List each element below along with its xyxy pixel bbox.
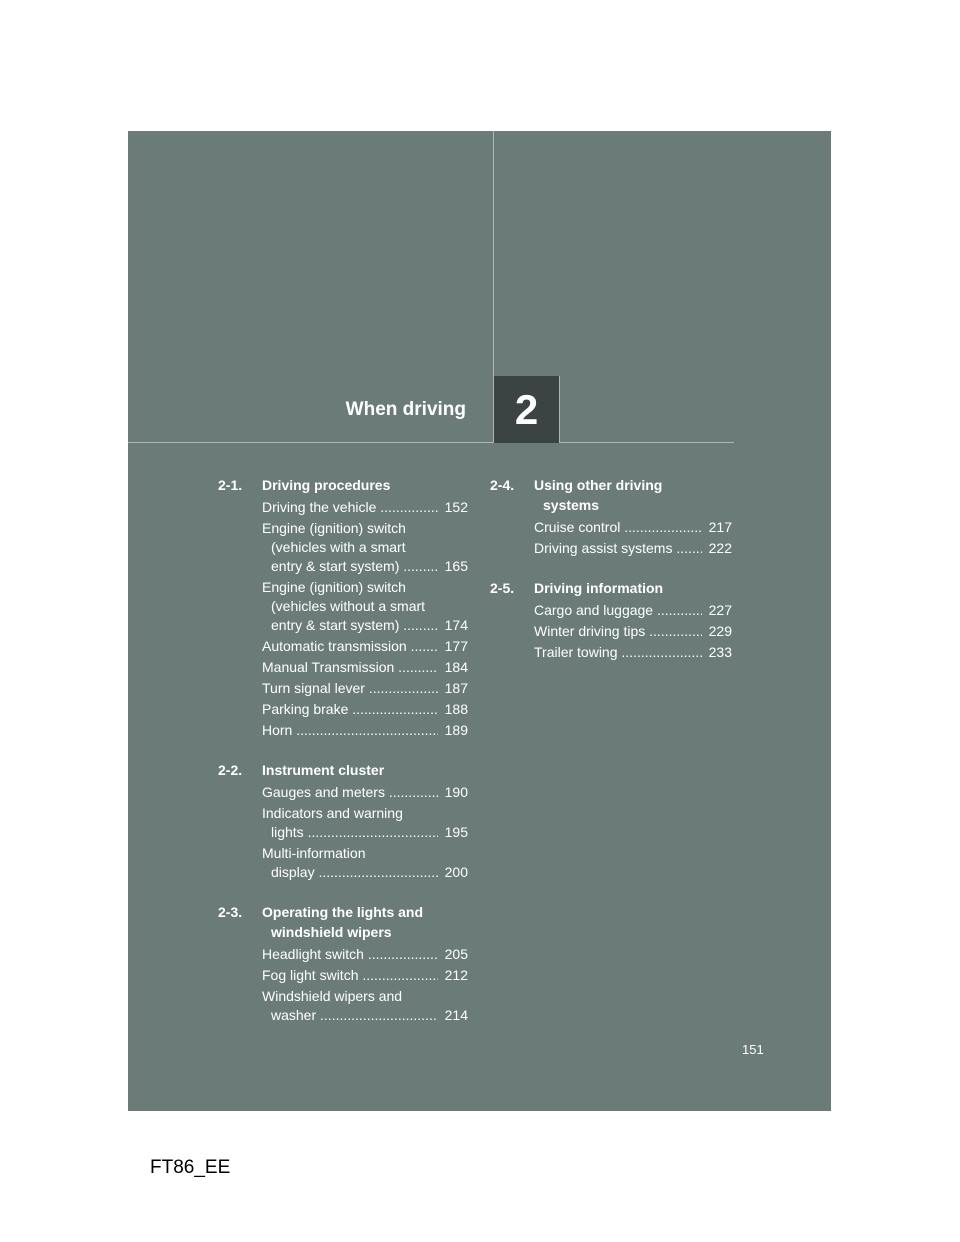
entry-title: Horn ..... [262,721,438,740]
entry-page-number: 195 [444,824,468,840]
entry-title: Manual Transmission ..... [262,658,438,677]
entry-page-number: 233 [708,644,732,660]
toc-entry[interactable] [262,658,468,677]
toc-entry[interactable] [534,643,732,662]
entry-title: Automatic transmission ..... [262,637,438,656]
section-number: 2-2. [218,762,243,778]
entry-title: Winter driving tips ..... [534,622,702,641]
entry-page-number: 187 [444,680,468,696]
toc-section [218,902,468,1025]
toc-entry[interactable] [262,519,468,576]
toc-entry[interactable] [262,966,468,985]
entry-title: Fog light switch ..... [262,966,438,985]
section-number: 2-5. [490,580,515,596]
entry-title: Turn signal lever ..... [262,679,438,698]
toc-entry[interactable] [262,721,468,740]
entry-page-number: 222 [708,540,732,556]
toc-entry[interactable] [262,945,468,964]
toc-entry[interactable] [262,578,468,635]
entry-title: Cruise control ..... [534,518,702,537]
entry-page-number: 205 [444,946,468,962]
chapter-title: When driving [345,399,466,420]
entry-page-number: 188 [444,701,468,717]
toc-section [490,475,732,558]
toc-entry[interactable] [534,622,732,641]
toc-entry[interactable] [262,804,468,842]
entry-title: Parking brake ..... [262,700,438,719]
entry-title: Engine (ignition) switch (vehicles with a smart entry & start system) ..... [262,519,438,576]
toc-entry[interactable] [534,601,732,620]
entry-page-number: 212 [444,967,468,983]
entry-title: Trailer towing ..... [534,643,702,662]
section-heading[interactable] [490,475,732,515]
section-title: Instrument cluster [262,762,385,778]
toc-entry[interactable] [262,498,468,517]
section-heading[interactable] [218,475,468,495]
entry-page-number: 229 [708,623,732,639]
toc-section [218,760,468,882]
entry-title: Driving the vehicle ..... [262,498,438,517]
toc-entry[interactable] [262,637,468,656]
entry-page-number: 217 [708,519,732,535]
entry-title: Headlight switch ..... [262,945,438,964]
toc-entry[interactable] [262,844,468,882]
section-number: 2-3. [218,904,243,920]
toc-section [218,475,468,740]
footer-code: FT86_EE [150,1157,231,1178]
horizontal-divider [128,442,734,443]
vertical-divider [493,131,494,376]
entry-title: Cargo and luggage ..... [534,601,702,620]
section-number: 2-1. [218,477,243,493]
toc-entry[interactable] [262,783,468,802]
section-heading[interactable] [490,578,732,598]
entry-page-number: 227 [708,602,732,618]
chapter-number-box: 2 [493,376,560,443]
entry-title: Driving assist systems ..... [534,539,702,558]
entry-page-number: 177 [444,638,468,654]
entry-title: Indicators and warning lights ..... [262,804,438,842]
entry-page-number: 184 [444,659,468,675]
section-heading[interactable] [218,760,468,780]
entry-page-number: 189 [444,722,468,738]
toc-entry[interactable] [262,987,468,1025]
entry-title: Gauges and meters ..... [262,783,438,802]
section-title: Driving procedures [262,477,391,493]
toc-entry[interactable] [262,700,468,719]
entry-page-number: 165 [444,558,468,574]
section-heading[interactable] [218,902,468,942]
toc-section [490,578,732,662]
toc-entry[interactable] [262,679,468,698]
section-title: Driving information [534,580,664,596]
section-title: Using other driving systems [534,477,663,513]
section-title: Operating the lights and windshield wipers [262,904,424,940]
entry-page-number: 200 [444,864,468,880]
page-number: 151 [742,1042,764,1057]
entry-page-number: 174 [444,617,468,633]
entry-page-number: 190 [444,784,468,800]
toc-left-column [218,475,468,1045]
entry-title: Engine (ignition) switch (vehicles without a smart entry & start system) ..... [262,578,438,635]
entry-page-number: 152 [444,499,468,515]
toc-entry[interactable] [534,518,732,537]
section-number: 2-4. [490,477,515,493]
entry-title: Windshield wipers and washer ..... [262,987,438,1025]
toc-entry[interactable] [534,539,732,558]
toc-right-column [490,475,732,682]
entry-page-number: 214 [444,1007,468,1023]
entry-title: Multi-information display ..... [262,844,438,882]
